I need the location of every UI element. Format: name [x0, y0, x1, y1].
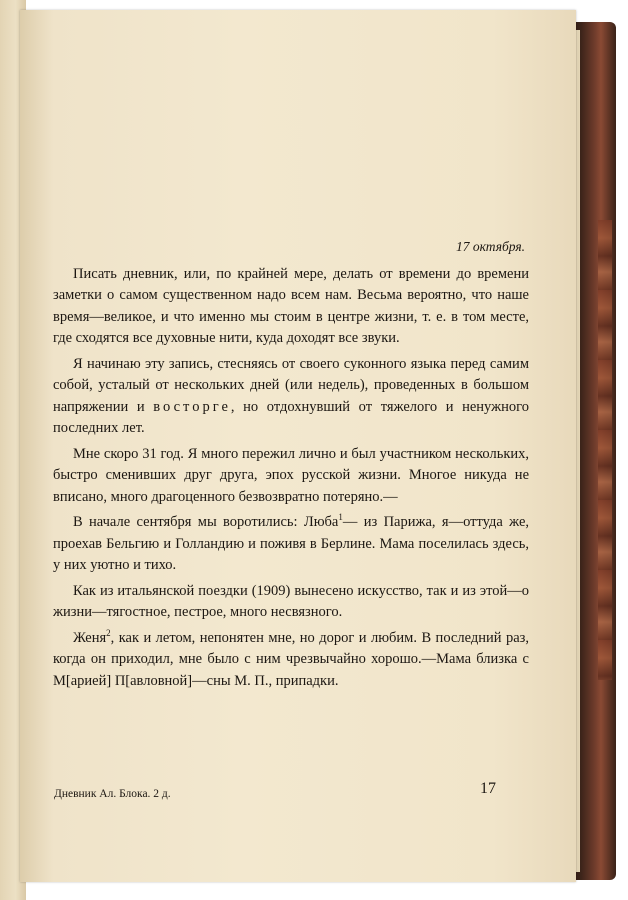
paragraph-4	[53, 512, 529, 577]
paragraph-4-part-1: В начале сентября мы воротились: Люба	[73, 514, 339, 530]
paragraph-6-part-1: Женя	[73, 629, 107, 646]
paragraph-2-part-2: , но отдохнувший от тяжелого и ненужного последних лет.	[53, 398, 529, 436]
paragraph-3: Мне скоро 31 год. Я много пережил лично и был участником нескольких, быстро сменивших друг друга, эпох русской жизни. Многое никуда не вписано, много драгоценного безвозвратно потеряно.—	[53, 445, 529, 505]
signature-line: Дневник Ал. Блока. 2 д.	[54, 788, 171, 800]
paragraph-6-part-2: , как и летом, непонятен мне, но дорог и любим. В последний раз, когда он приходил, мне было с ним чрезвычайно хорошо.—Мама близка с М[арией] П[авловной]—сны М. П., припадки.	[53, 629, 529, 689]
spaced-word: восторге	[153, 398, 231, 415]
book-page	[20, 10, 576, 882]
entry-date: 17 октября.	[456, 239, 525, 254]
paragraph-5: Как из итальянской поездки (1909) вынесено искусство, так и из этой—о жизни—тягостное, пестрое, много несвязного.	[53, 582, 529, 620]
cover-pattern	[598, 220, 612, 680]
paragraph-4-part-2: — из Парижа, я—оттуда же, проехав Бельгию и Голландию и поживя в Берлине. Мама поселилась здесь, у них уютно и тихо.	[53, 514, 530, 573]
diary-text	[53, 236, 529, 696]
paragraph-6	[53, 628, 529, 693]
page-number: 17	[480, 780, 496, 797]
paragraph-1: Писать дневник, или, по крайней мере, делать от времени до времени заметки о самом существенном надо всем нам. Весьма вероятно, что наше время—великое, и что именно мы стоим в центре жизни, т. е. в том месте, где сходятся все духовные нити, куда доходят все звуки.	[53, 265, 529, 346]
paragraph-2	[53, 354, 529, 440]
paragraph-2-part-1: Я начинаю эту запись, стесняясь от своего суконного языка перед самим собой, усталый от нескольких дней (или недель), проведенных в большом напряжении и	[53, 355, 529, 415]
footnote-marker-1: 1	[338, 512, 343, 523]
footnote-marker-2: 2	[106, 627, 111, 638]
